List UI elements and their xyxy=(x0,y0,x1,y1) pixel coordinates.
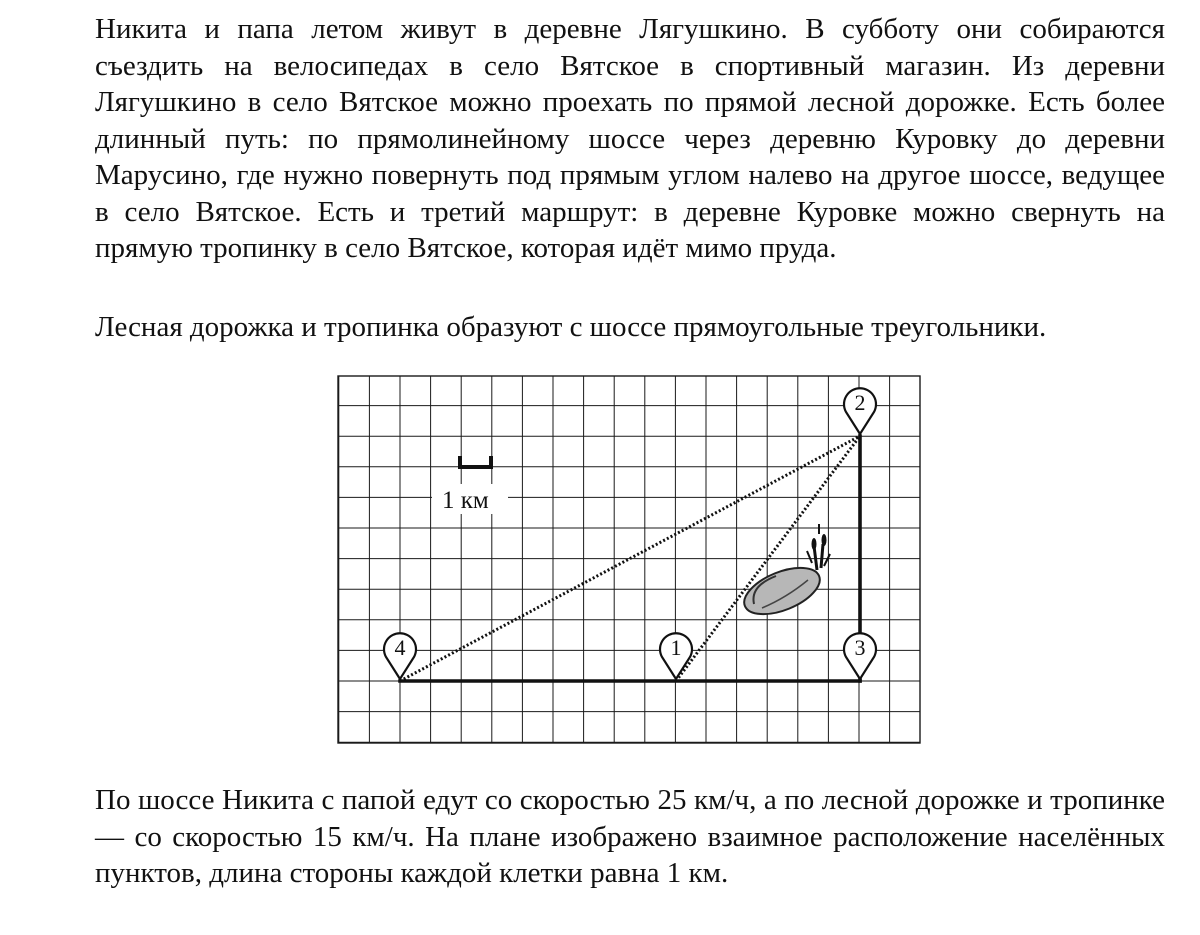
svg-text:2: 2 xyxy=(854,390,866,415)
scale-label: 1 км xyxy=(442,487,489,514)
marker-2 xyxy=(844,388,876,434)
intro-paragraph: Никита и папа летом живут в деревне Лягушкино. В субботу они собираются съездить на велосипедах в село Вятское в спортивный магазин. Из деревни Лягушкино в село Вятское можно проехать по прямой лесной дорожке. Есть более длинный путь: по прямолинейному шоссе через деревню Куровку до деревни Марусино, где нужно повернуть под прямым углом налево на другое шоссе, ведущее в село Вятское. Есть и третий маршрут: в деревне Куровке можно свернуть на прямую тропинку в село Вятское, которая идёт мимо пруда. xyxy=(95,13,1165,264)
plan-frame xyxy=(338,376,920,743)
marker-1 xyxy=(660,633,692,679)
svg-text:3: 3 xyxy=(854,635,866,660)
plan-grid xyxy=(338,376,920,743)
scale-bar xyxy=(432,456,508,514)
reeds-icon xyxy=(807,524,830,570)
marker-4 xyxy=(384,633,416,679)
svg-text:4: 4 xyxy=(394,635,406,660)
village-plan xyxy=(330,368,922,746)
pond-icon xyxy=(738,558,826,623)
outro-paragraph: По шоссе Никита с папой едут со скоростью 25 км/ч, а по лесной дорожке и тропинке — со скоростью 15 км/ч. На плане изображено взаимное расположение населённых пунктов, длина стороны каждой клетки равна 1 км. xyxy=(95,784,1165,889)
svg-text:1: 1 xyxy=(670,635,682,660)
triangles-statement: Лесная дорожка и тропинка образуют с шоссе прямоугольные треугольники. xyxy=(95,311,1047,343)
marker-3 xyxy=(844,633,876,679)
